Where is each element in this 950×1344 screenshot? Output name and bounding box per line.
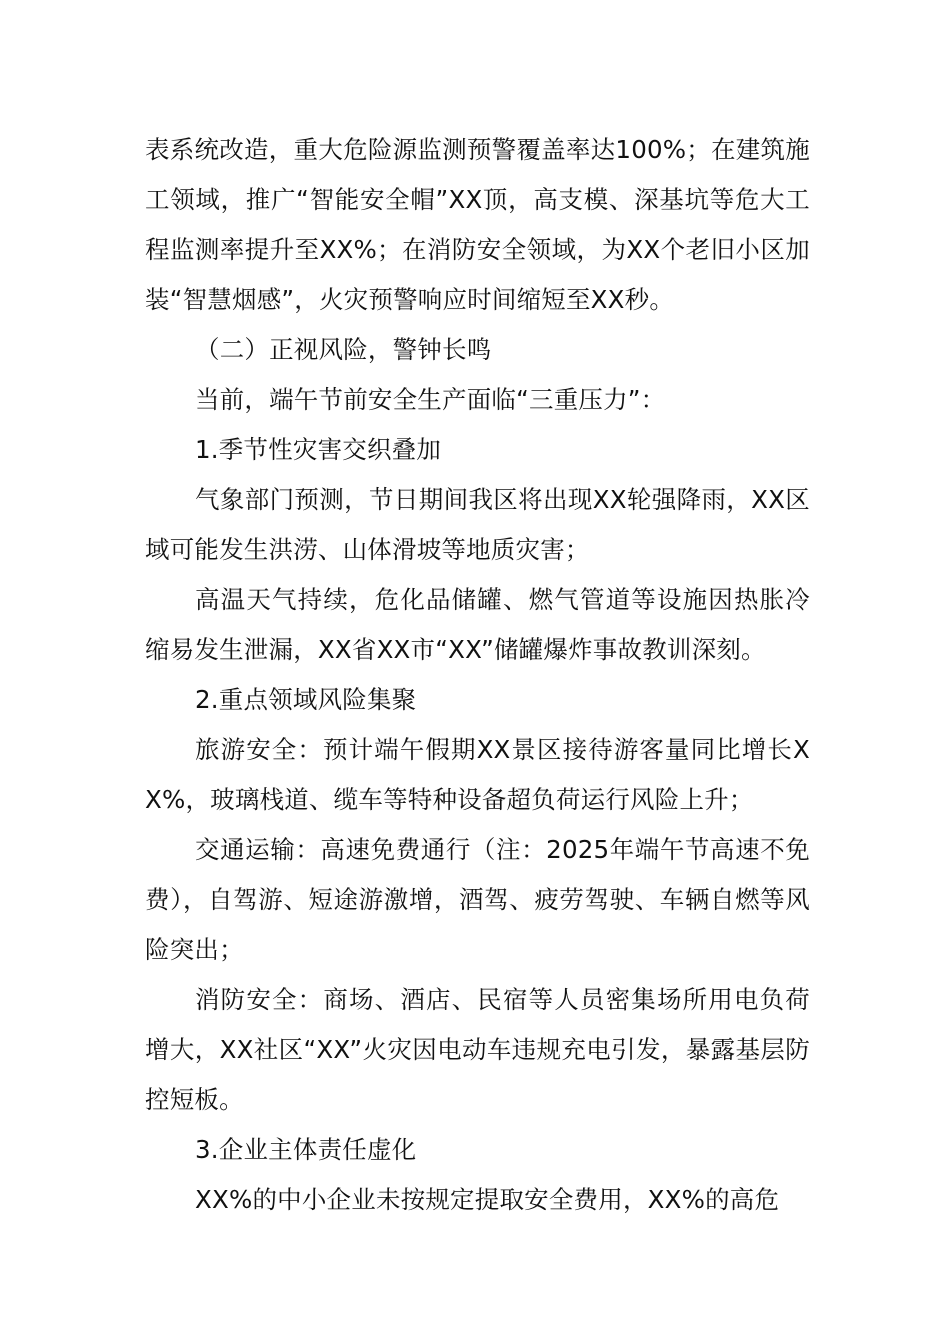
subsection-heading-2: 2.重点领域风险集聚 <box>195 685 417 714</box>
paragraph: 交通运输：高速免费通行（注：2025年端午节高速不免费），自驾游、短途游激增，酒驾、疲劳驾驶、车辆自燃等风险突出； <box>145 835 810 964</box>
document-body <box>145 125 810 1225</box>
section-heading-2: （二）正视风险，警钟长鸣 <box>195 335 492 364</box>
paragraph: 高温天气持续，危化品储罐、燃气管道等设施因热胀冷缩易发生泄漏，XX省XX市“XX”储罐爆炸事故教训深刻。 <box>145 585 810 664</box>
subsection-heading-1: 1.季节性灾害交织叠加 <box>195 435 442 464</box>
paragraph: 旅游安全：预计端午假期XX景区接待游客量同比增长XX%，玻璃栈道、缆车等特种设备超负荷运行风险上升； <box>145 735 810 814</box>
paragraph: 气象部门预测，节日期间我区将出现XX轮强降雨，XX区域可能发生洪涝、山体滑坡等地质灾害； <box>145 485 810 564</box>
paragraph: 当前，端午节前安全生产面临“三重压力”： <box>195 385 666 414</box>
paragraph: 消防安全：商场、酒店、民宿等人员密集场所用电负荷增大，XX社区“XX”火灾因电动车违规充电引发，暴露基层防控短板。 <box>145 985 810 1114</box>
subsection-heading-3: 3.企业主体责任虚化 <box>195 1135 417 1164</box>
paragraph-continuation: 表系统改造，重大危险源监测预警覆盖率达100%；在建筑施工领域，推广“智能安全帽”XX顶，高支模、深基坑等危大工程监测率提升至XX%；在消防安全领域，为XX个老旧小区加装“智慧烟感”，火灾预警响应时间缩短至XX秒。 <box>145 135 810 314</box>
paragraph: XX%的中小企业未按规定提取安全费用，XX%的高危 <box>195 1185 780 1214</box>
